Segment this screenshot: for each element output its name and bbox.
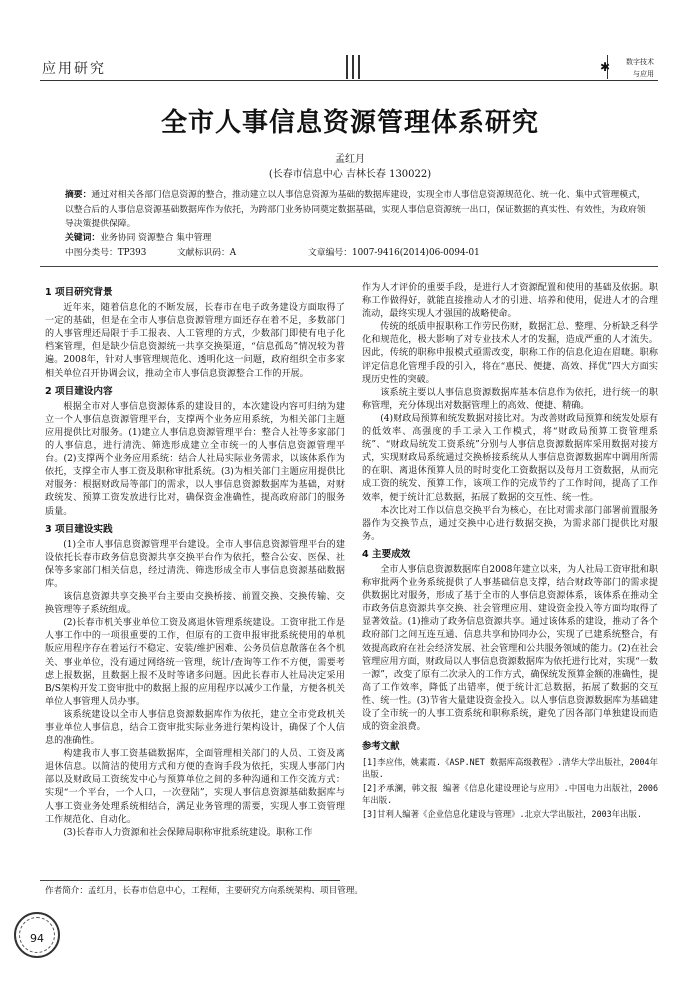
author-footnote: 作者简介：孟红月，长春市信息中心，工程师，主要研究方向系统架构、项目管理。 xyxy=(45,886,363,896)
abstract-divider xyxy=(40,266,658,267)
abstract-text: 通过对相关各部门信息资源的整合，推动建立以人事信息资源为基础的数据库建设，实现全市人事信息资源规范化、统一化、集中式管理模式，以整合后的人事信息资源基础数据库作为依托，为跨部门业务协同奠定数据基础，实现人事信息资源统一出口，保证数据的真实性、有效性，为政府领导决策提供保障。 xyxy=(65,190,646,229)
footnote-divider xyxy=(40,880,340,881)
journal-name-line2: 与应用 xyxy=(633,70,654,78)
paragraph: (1)全市人事信息资源管理平台建设。全市人事信息资源管理平台的建设依托长春市政务信息资源共享交换平台作为依托，整合公安、医保、社保等多家部门相关信息，经过清洗、筛选形成全市人事信息资源基础数据库。 xyxy=(45,539,345,589)
header-bars-icon xyxy=(344,55,364,79)
article-number: 文章编号：1007-9416(2014)06-0094-01 xyxy=(308,248,480,258)
page-number: 94 xyxy=(30,932,44,945)
references-heading: 参考文献 xyxy=(362,741,400,753)
page-number-badge xyxy=(14,912,60,958)
section-heading-2: 2 项目建设内容 xyxy=(45,385,113,397)
section-heading-1: 1 项目研究背景 xyxy=(45,287,113,298)
affiliation: (长春市信息中心 吉林长春 130022) xyxy=(268,169,432,180)
paragraph: 根据全市对人事信息资源体系的建设目的，本次建设内容可归纳为建立一个人事信息资源管理平台，支撑两个业务应用系统，为相关部门主题应用提供比对服务。(1)建立人事信息资源管理平台：整合人社等多家部门的人事信息，进行清洗、筛选形成建立全市统一的人事信息资源管理平台。(2)支撑两个业务应用系统：结合人社局实际业务需求，以该体系作为依托，支撑全市人事工资及职称审批系统。(3)为相关部门主题应用提供比对服务：根据财政局等部门的需求，以人事信息资源数据库为基础，对财政统发、预算工资发放进行比对，确保资金准确性，提高政府部门的服务质量。 xyxy=(45,401,345,517)
document-code: 文献标识码：A xyxy=(177,248,237,258)
left-column xyxy=(45,282,345,840)
paragraph: 该系统主要以人事信息资源数据库基本信息作为依托，进行统一的职称管理，充分体现出对数据管理上的高效、便捷、精确。 xyxy=(362,387,658,411)
header-divider xyxy=(40,80,658,81)
journal-logo xyxy=(594,54,658,80)
paragraph: (2)长春市机关事业单位工资及离退休管理系统建设。工资审批工作是人事工作中的一项很重要的工作，但原有的工资申报审批系统使用的单机版应用程序存在着运行不稳定、安装/维护困难、公务员信息散落在各个机关、事业单位，没有通过网络统一管理，统计/查询等工作不方便，需要考虑上报数据，且数据上报不及时等诸多问题。因此长春市人社局决定采用B/S架构开发工资审批中的数据上报的应用程序以减少工作量，方便各机关单位人事管理人员办事。 xyxy=(45,618,345,707)
paragraph: 近年来，随着信息化的不断发展，长春市在电子政务建设方面取得了一定的基础，但是在全市人事信息资源管理方面还存在着不足，多数部门的人事管理还局限于手工报表、人工管理的方式，少数部门即使有电子化档案管理，但是缺少信息资源统一共享交换渠道，“信息孤岛”情况较为普遍。2008年，针对人事管理规范化、透明化这一问题，政府组织全市多家相关单位召开协调会议，推动全市人事信息资源整合工作的开展。 xyxy=(45,303,345,379)
section-heading-3: 3 项目建设实践 xyxy=(45,523,113,535)
keywords-text: 业务协同 资源整合 集中管理 xyxy=(100,233,212,243)
keywords-label: 关键词： xyxy=(65,233,101,243)
article-title: 全市人事信息资源管理体系研究 xyxy=(160,108,539,138)
paragraph: 构建我市人事工资基础数据库，全面管理相关部门的人员、工资及离退休信息。以简洁的使用方式和方便的查询手段为依托，实现人事部门内部以及财政局工资统发中心与预算单位之间的多种沟通和工作交流方式：实现“一个平台，一个人口，一次登陆”，实现人事信息资源基础数据库与人事工资业务处理系统相结合，满足业务管理的需要，实现人事工资管理工作规范化、自动化。 xyxy=(45,749,345,825)
abstract xyxy=(65,188,651,232)
journal-name-line1: 数字技术 xyxy=(626,58,654,66)
paragraph: 该信息资源共享交换平台主要由交换桥接、前置交换、交换传输、交换管理等子系统组成。 xyxy=(45,592,345,616)
reference-item: [1]李应伟，姚素霞.《ASP.NET 数据库高级教程》.清华大学出版社，2004年出版. xyxy=(362,757,658,780)
paragraph: 作为人才评价的重要手段，是进行人才资源配置和使用的基础及依据。职称工作做得好，就能直接推动人才的引进、培养和使用，促进人才的合理流动，最终实现人才强国的战略使命。 xyxy=(362,283,658,320)
reference-item: [3]甘利人编著《企业信息化建设与管理》.北京大学出版社，2003年出版. xyxy=(362,809,642,820)
paragraph: (3)长春市人力资源和社会保障局职称审批系统建设。职称工作 xyxy=(63,827,313,838)
right-column xyxy=(362,282,658,822)
clc-number: 中图分类号：TP393 xyxy=(65,248,147,258)
section-heading-4: 4 主要成效 xyxy=(362,548,411,560)
journal-logo-icon: ✱ xyxy=(600,60,611,74)
paragraph: 全市人事信息资源数据库自2008年建立以来，为人社局工资审批和职称审批两个业务系统提供了人事基础信息支撑，结合财政等部门的需求提供数据比对服务，形成了基于全市的人事信息资源体系，该体系在推动全市政务信息资源共享交换、社会管理应用、建设资金投入等方面均取得了显著效益。(1)推动了政务信息资源共享。通过该体系的建设，推动了各个政府部门之间互连互通、信息共享和协同办公，实现了已建系统整合，有效提高政府在社会经济发展、社会管理和公共服务领域的能力。(2)在社会管理应用方面，财政局以人事信息资源数据库为依托进行比对，实现“一数一源”，改变了原有二次录入的工作方式，确保统发预算金额的准确性，提高了工作效率，降低了出错率，便于统计汇总数据，拓展了数据的交互性、统一性。(3)节省大量建设资金投入。以人事信息资源数据库为基础建设了全市统一的人事工资系统和职称系统，避免了因各部门单独建设而造成的资金浪费。 xyxy=(362,564,658,733)
section-label: 应用研究 xyxy=(42,61,106,77)
keywords xyxy=(65,230,211,243)
paragraph: (4)财政局预算和统发数据对接比对。为改善财政局预算和统发处原有的低效率、高强度的手工录入工作模式，将“财政局预算工资管理系统”、“财政局统发工资系统”分别与人事信息资源数据库采用数据对接方式，实现财政局系统通过交换桥接系统从人事信息资源数据库中调用所需的在职、离退休预算人员的时时变化工资数据以及每月工资数据，从而完成工资的统发、预算工作，该项工作的完成节约了工作时间，提高了工作效率，便于统计汇总数据，拓展了数据的交互性、统一性。 xyxy=(362,413,658,503)
paragraph: 本次比对工作以信息交换平台为核心，在比对需求部门部署前置服务器作为交换节点，通过交换中心进行数据交换，为需求部门提供比对服务。 xyxy=(362,505,658,542)
paragraph: 传统的纸质申报职称工作劳民伤财，数据汇总、整理、分析缺乏科学化和规范化，极大影响了对专业技术人才的发掘，造成严重的人才流失。因此，传统的职称申报模式亟需改变，职称工作的信息化迫在眉睫。职称评定信息化管理手段的引入，将在“惠民、便捷、高效、择优”四大方面实现历史性的突破。 xyxy=(362,322,658,385)
abstract-label: 摘要： xyxy=(65,190,92,200)
author: 孟红月 xyxy=(335,154,365,165)
reference-item: [2]矛承澜，韩文报 编著《信息化建设理论与应用》.中国电力出版社，2006年出版. xyxy=(362,783,658,806)
paragraph: 该系统建设以全市人事信息资源数据库作为依托，建立全市党政机关事业单位人事信息，结合工资审批实际业务进行架构设计，确保了个人信息的准确性。 xyxy=(45,709,345,747)
